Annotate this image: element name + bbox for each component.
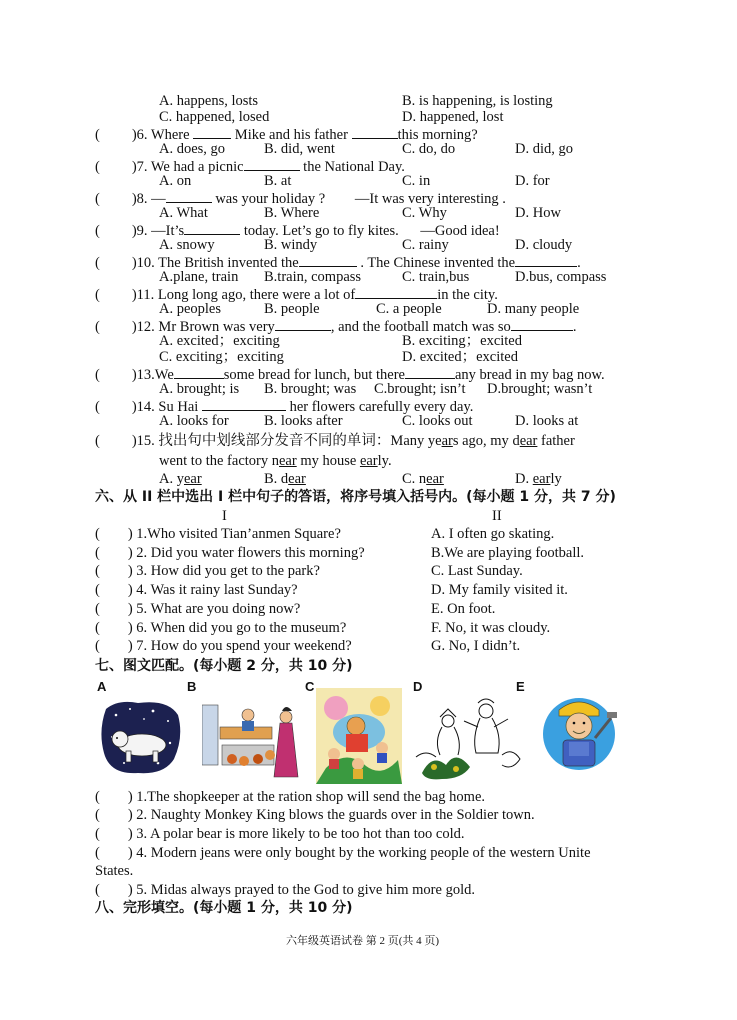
picture-label-d: D — [413, 679, 423, 694]
section-6-question: ( ) 4. Was it rainy last Sunday? — [95, 582, 298, 599]
q8-option-d: D. How — [515, 205, 561, 221]
section-6-column-1: I — [222, 508, 227, 524]
section-6-question: ( ) 6. When did you go to the museum? — [95, 619, 347, 636]
q7-option-c: C. in — [402, 173, 431, 189]
shop-picture — [202, 697, 308, 781]
monkey-king-picture — [316, 688, 402, 784]
q11-stem: ( )11. Long long ago, there were a lot of in the city. — [95, 287, 498, 303]
q7-option-d: D. for — [515, 173, 550, 189]
q11-option-a: A. peoples — [159, 301, 222, 317]
section-7-statement: ( ) 3. A polar bear is more likely to be too hot than too cold. — [95, 826, 465, 842]
section-7-statement: ( ) 2. Naughty Monkey King blows the guards over in the Soldier town. — [95, 807, 535, 823]
q7-option-b: B. at — [264, 173, 292, 189]
picture-label-e: E — [516, 679, 525, 694]
section-6-answer: B.We are playing football. — [431, 544, 585, 561]
q14-stem: ( )14. Su Hai her flowers carefully every day. — [95, 399, 474, 415]
picture-label-b: B — [187, 679, 197, 694]
section-6-question: ( ) 5. What are you doing now? — [95, 600, 301, 617]
q9-option-c: C. rainy — [402, 237, 449, 253]
q12-option-b: B. exciting；excited — [402, 333, 522, 349]
q5-option-d: D. happened, lost — [402, 109, 504, 125]
section-6-answer: C. Last Sunday. — [431, 563, 523, 580]
q11-option-b: B. people — [264, 301, 320, 317]
q10-option-a: A.plane, train — [159, 269, 239, 285]
q13-option-b: B. brought; was — [264, 381, 357, 397]
section-6-question: ( ) 7. How do you spend your weekend? — [95, 638, 352, 655]
section-6-question: ( ) 1.Who visited Tian’anmen Square? — [95, 526, 341, 542]
q5-option-a: A. happens, losts — [159, 93, 259, 109]
worker-picture — [541, 688, 619, 780]
q15-stem-line2: went to the factory near my house early. — [159, 453, 392, 469]
section-6-answer: F. No, it was cloudy. — [431, 619, 551, 636]
q5-option-c: C. happened, losed — [159, 109, 270, 125]
q12-stem: ( )12. Mr Brown was very , and the football match was so . — [95, 319, 577, 335]
section-7-statement: ( ) 1.The shopkeeper at the ration shop will send the bag home. — [95, 789, 486, 805]
q8-option-b: B. Where — [264, 205, 320, 221]
q13-stem: ( )13.We some bread for lunch, but there any bread in my bag now. — [95, 367, 605, 383]
q9-option-d: D. cloudy — [515, 237, 573, 253]
q15-option-d: D. early — [515, 471, 562, 487]
picture-label-a: A — [97, 679, 107, 694]
q6-option-a: A. does, go — [159, 141, 226, 157]
q14-option-d: D. looks at — [515, 413, 579, 429]
section-6-answer: E. On foot. — [431, 600, 496, 617]
section-6-question: ( ) 2. Did you water flowers this morning? — [95, 544, 365, 561]
q15-option-b: B. dear — [264, 471, 306, 487]
q6-stem: ( )6. Where Mike and his father this morning? — [95, 127, 478, 143]
q7-stem: ( )7. We had a picnic the National Day. — [95, 159, 405, 175]
q14-option-a: A. looks for — [159, 413, 229, 429]
q10-option-c: C. train,bus — [402, 269, 470, 285]
q11-option-d: D. many people — [487, 301, 580, 317]
q10-option-d: D.bus, compass — [515, 269, 607, 285]
section-6-question: ( ) 3. How did you get to the park? — [95, 563, 320, 580]
q9-option-a: A. snowy — [159, 237, 215, 253]
q8-option-c: C. Why — [402, 205, 447, 221]
section-6-answer: A. I often go skating. — [431, 526, 555, 542]
picture-label-c: C — [305, 679, 315, 694]
q5-option-b: B. is happening, is losting — [402, 93, 553, 109]
section-7-statement: ( ) 5. Midas always prayed to the God to give him more gold. — [95, 882, 475, 898]
q13-option-d: D.brought; wasn’t — [487, 381, 593, 397]
q11-option-c: C. a people — [376, 301, 442, 317]
q10-option-b: B.train, compass — [264, 269, 362, 285]
section-7-title: 七、图文匹配。(每小题 2 分，共 10 分) — [95, 658, 353, 674]
q8-option-a: A. What — [159, 205, 208, 221]
section-6-answer: D. My family visited it. — [431, 582, 568, 599]
q12-option-d: D. excited；excited — [402, 349, 518, 365]
section-7-wrap-text: States. — [95, 863, 134, 879]
q6-option-b: B. did, went — [264, 141, 335, 157]
q10-stem: ( )10. The British invented the . The Chinese invented the . — [95, 255, 581, 271]
q14-option-b: B. looks after — [264, 413, 343, 429]
page-footer: 六年级英语试卷 第 2 页(共 4 页) — [286, 935, 440, 947]
section-7-statement: ( ) 4. Modern jeans were only bought by the working people of the western Unite — [95, 845, 591, 861]
q6-option-c: C. do, do — [402, 141, 456, 157]
q9-option-b: B. windy — [264, 237, 318, 253]
q12-option-c: C. exciting；exciting — [159, 349, 284, 365]
q15-option-c: C. near — [402, 471, 444, 487]
q9-stem: ( )9. —It’s today. Let’s go to fly kites. —Good idea! — [95, 223, 500, 239]
q15-stem: ( )15. 找出句中划线部分发音不同的单词：Many years ago, my dear father — [95, 433, 575, 449]
q12-option-a: A. excited；exciting — [159, 333, 280, 349]
section-8-title: 八、完形填空。(每小题 1 分，共 10 分) — [95, 900, 353, 916]
section-6-answer: G. No, I didn’t. — [431, 638, 521, 655]
q15-option-a: A. year — [159, 471, 202, 487]
q6-option-d: D. did, go — [515, 141, 573, 157]
q14-option-c: C. looks out — [402, 413, 473, 429]
q7-option-a: A. on — [159, 173, 192, 189]
section-6-title: 六、从 II 栏中选出 I 栏中句子的答语，将序号填入括号内。(每小题 1 分，共 7 分) — [95, 489, 616, 505]
polar-bear-picture — [98, 697, 184, 777]
section-6-column-2: II — [492, 508, 502, 524]
q13-option-c: C.brought; isn’t — [374, 381, 466, 397]
midas-picture — [412, 697, 524, 781]
q13-option-a: A. brought; is — [159, 381, 240, 397]
q8-stem: ( )8. — was your holiday ? —It was very interesting . — [95, 191, 506, 207]
